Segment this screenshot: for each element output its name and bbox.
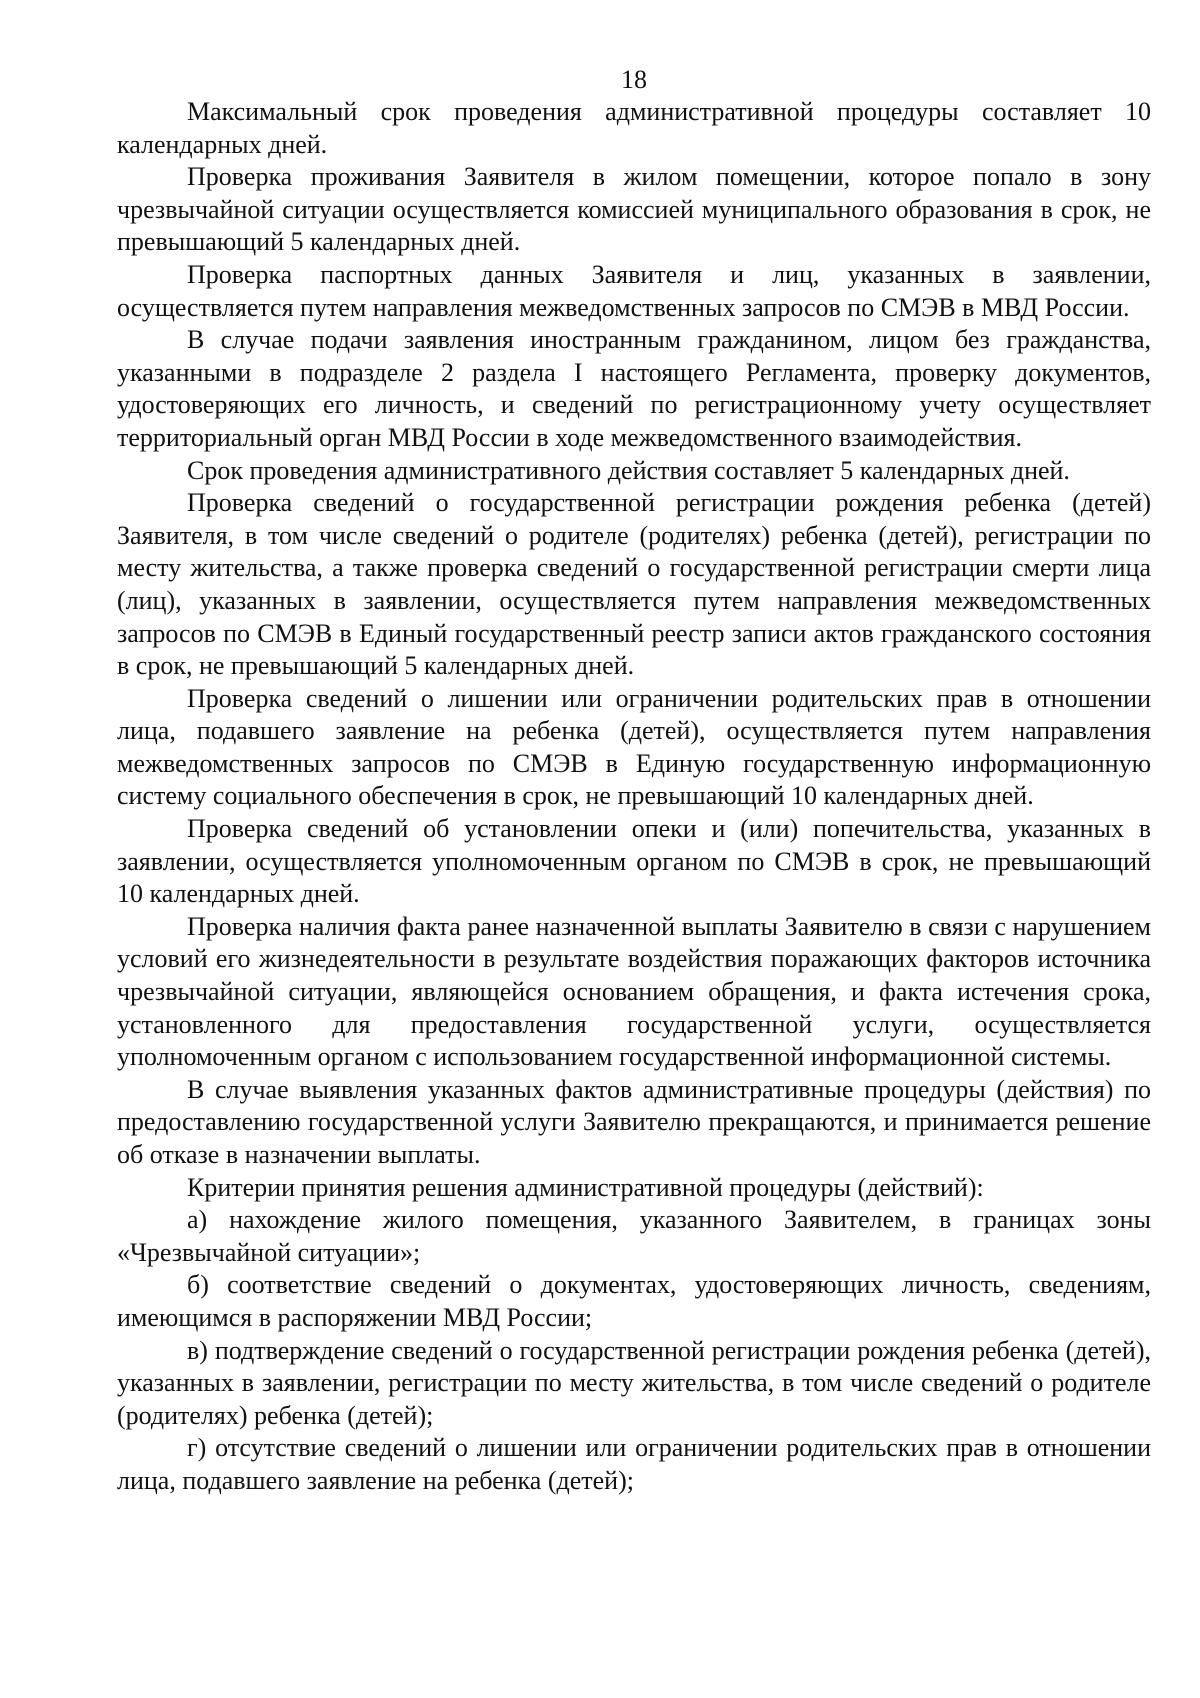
page-number: 18	[621, 65, 647, 94]
paragraph-residence-check: Проверка проживания Заявителя в жилом помещении, которое попало в зону чрезвычайной ситуации осуществляется комиссией муниципального образования в срок, не превышающий 5 календарных дней.	[117, 162, 1151, 257]
paragraph-prior-payment-check: Проверка наличия факта ранее назначенной выплаты Заявителю в связи с нарушением условий его жизнедеятельности в результате воздействия поражающих факторов источника чрезвычайной ситуации, являющейся основанием обращения, и факта истечения срока, установленного для предоставления государственной услуги, осуществляется уполномоченным органом с использованием государственной информационной системы.	[117, 911, 1151, 1072]
paragraph-termination: В случае выявления указанных фактов административные процедуры (действия) по предоставлению государственной услуги Заявителю прекращаются, и принимается решение об отказе в назначении выплаты.	[117, 1074, 1151, 1169]
paragraph-action-term: Срок проведения административного действия составляет 5 календарных дней.	[187, 455, 1070, 485]
paragraph-parental-rights-check: Проверка сведений о лишении или ограничении родительских прав в отношении лица, подавшего заявление на ребенка (детей), осуществляется путем направления межведомственных запросов по СМЭВ в Единую государственную информационную систему социального обеспечения в срок, не превышающий 10 календарных дней.	[117, 683, 1151, 811]
list-item-v: в) подтверждение сведений о государственной регистрации рождения ребенка (детей), указанных в заявлении, регистрации по месту жительства, в том числе сведений о родителе (родителях) ребенка (детей);	[117, 1335, 1151, 1430]
list-item-a: а) нахождение жилого помещения, указанного Заявителем, в границах зоны «Чрезвычайной ситуации»;	[117, 1205, 1151, 1267]
paragraph-birth-registration-check: Проверка сведений о государственной регистрации рождения ребенка (детей) Заявителя, в том числе сведений о родителе (родителях) ребенка (детей), регистрации по месту жительства, а также проверка сведений о государственной регистрации смерти лица (лиц), указанных в заявлении, осуществляется путем направления межведомственных запросов по СМЭВ в Единый государственный реестр записи актов гражданского состояния в срок, не превышающий 5 календарных дней.	[117, 488, 1151, 681]
paragraph-passport-check: Проверка паспортных данных Заявителя и лиц, указанных в заявлении, осуществляется путем направления межведомственных запросов по СМЭВ в МВД России.	[117, 259, 1151, 322]
list-item-g: г) отсутствие сведений о лишении или ограничении родительских прав в отношении лица, подавшего заявление на ребенка (детей);	[117, 1433, 1151, 1495]
paragraph-guardianship-check: Проверка сведений об установлении опеки и (или) попечительства, указанных в заявлении, осуществляется уполномоченным органом по СМЭВ в срок, не превышающий 10 календарных дней.	[117, 814, 1151, 909]
list-item-b: б) соответствие сведений о документах, удостоверяющих личность, сведениям, имеющимся в распоряжении МВД России;	[117, 1270, 1151, 1332]
paragraph-criteria-heading: Критерии принятия решения административной процедуры (действий):	[187, 1172, 984, 1202]
document-page	[117, 66, 1151, 1498]
paragraph-max-term: Максимальный срок проведения административной процедуры составляет 10 календарных дней.	[117, 97, 1151, 159]
paragraph-foreign-citizen: В случае подачи заявления иностранным гражданином, лицом без гражданства, указанными в подразделе 2 раздела I настоящего Регламента, проверку документов, удостоверяющих его личность, и сведений по регистрационному учету осуществляет территориальный орган МВД России в ходе межведомственного взаимодействия.	[117, 325, 1151, 452]
